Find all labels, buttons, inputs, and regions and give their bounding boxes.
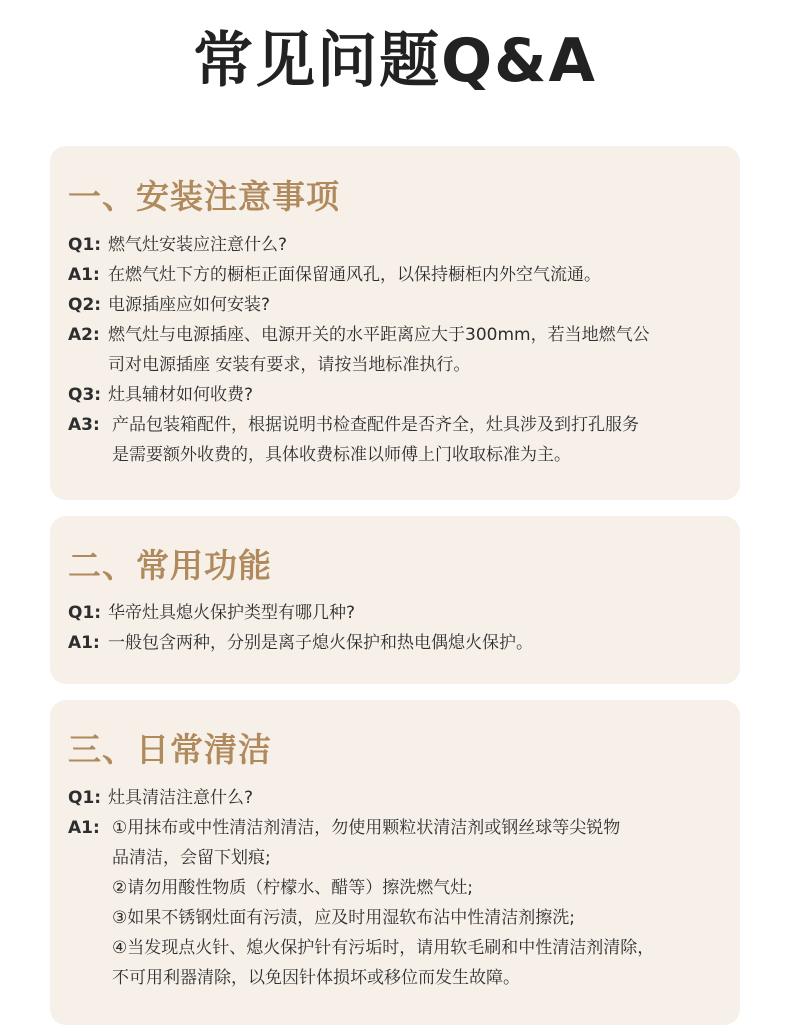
question-text: 燃气灶安装应注意什么? (108, 235, 288, 255)
answer-text: 燃气灶与电源插座、电源开关的水平距离应大于300mm，若当地燃气公 司对电源插座 安装有要求，请按当地标准执行。 (108, 325, 650, 375)
question-text: 灶具辅材如何收费? (108, 385, 254, 405)
question-label: Q1: (68, 603, 102, 623)
answer-row (68, 813, 726, 993)
answer-row (68, 410, 726, 470)
question-label: Q1: (68, 235, 102, 255)
answer-list-item: ③如果不锈钢灶面有污渍，应及时用湿软布沾中性清洁剂擦洗; (112, 908, 575, 928)
section-card-daily-cleaning (50, 700, 740, 1025)
answer-row (68, 628, 726, 658)
answer-row (68, 260, 726, 290)
question-row (68, 598, 726, 628)
answer-list-item: ①用抹布或中性清洁剂清洁，勿使用颗粒状清洁剂或钢丝球等尖锐物 品清洁，会留下划痕; (112, 818, 621, 868)
answer-label: A2: (68, 325, 100, 345)
question-text: 灶具清洁注意什么? (108, 788, 254, 808)
section-title: 一、安装注意事项 (68, 177, 340, 216)
question-row (68, 230, 726, 260)
section-title: 二、常用功能 (68, 546, 272, 585)
section-title: 三、日常清洁 (68, 730, 272, 769)
answer-list-item: ②请勿用酸性物质（柠檬水、醋等）擦洗燃气灶; (112, 878, 473, 898)
answer-text: 在燃气灶下方的橱柜正面保留通风孔，以保持橱柜内外空气流通。 (108, 265, 601, 285)
section-card-installation (50, 146, 740, 500)
section-card-common-functions (50, 516, 740, 684)
question-label: Q2: (68, 295, 102, 315)
answer-list (112, 813, 726, 993)
answer-list-item: ④当发现点火针、熄火保护针有污垢时，请用软毛刷和中性清洁剂清除， 不可用利器清除，以免因针体损坏或移位而发生故障。 (112, 938, 655, 988)
question-label: Q3: (68, 385, 102, 405)
question-row (68, 783, 726, 813)
answer-text: 一般包含两种，分别是离子熄火保护和热电偶熄火保护。 (108, 633, 533, 653)
page-title: 常见问题Q&A (193, 26, 597, 96)
answer-row (68, 320, 726, 380)
answer-label: A1: (68, 265, 100, 285)
question-row (68, 290, 726, 320)
answer-label: A1: (68, 818, 100, 838)
answer-text: 产品包装箱配件，根据说明书检查配件是否齐全，灶具涉及到打孔服务 是需要额外收费的，具体收费标准以师傅上门收取标准为主。 (112, 415, 639, 465)
question-text: 电源插座应如何安装? (108, 295, 271, 315)
question-label: Q1: (68, 788, 102, 808)
answer-label: A1: (68, 633, 100, 653)
answer-label: A3: (68, 415, 100, 435)
question-row (68, 380, 726, 410)
question-text: 华帝灶具熄火保护类型有哪几种? (108, 603, 356, 623)
